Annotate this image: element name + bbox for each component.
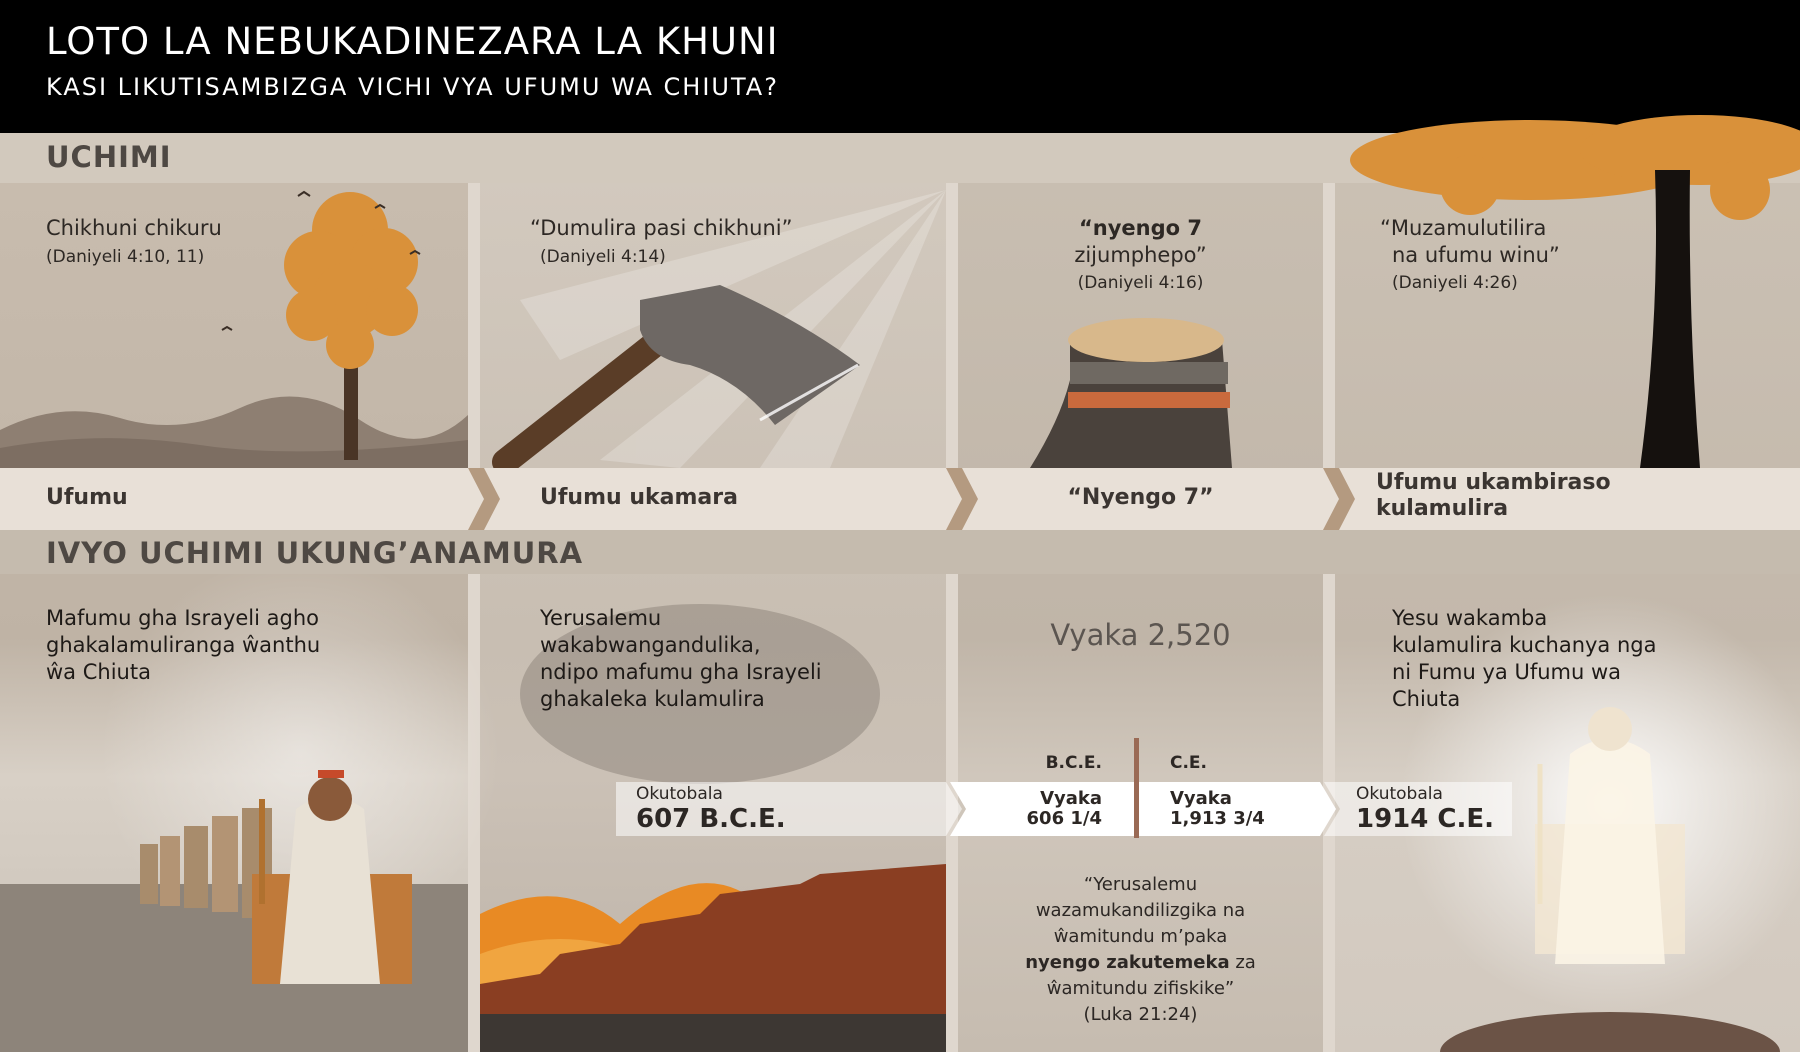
timeline-start-year: 607 B.C.E.	[636, 804, 786, 834]
meaning-caption-3	[1392, 605, 1656, 713]
page-subtitle: KASI LIKUTISAMBIZGA VICHI VYA UFUMU WA CHIUTA?	[46, 73, 779, 101]
meaning-3-line1: Yesu wakamba	[1392, 606, 1548, 630]
stage-label-3: “Nyengo 7”	[1067, 485, 1214, 510]
dream-ref-1: (Daniyeli 4:10, 11)	[46, 247, 205, 267]
meaning-caption-2	[540, 605, 822, 713]
meaning-2-line4: ghakaleka kulamulira	[540, 687, 765, 711]
meaning-1-line3: ŵa Chiuta	[46, 660, 151, 684]
meaning-caption-1	[46, 605, 320, 686]
quote-ref: (Luka 21:24)	[1083, 1004, 1198, 1025]
stump-band-iron	[1070, 362, 1228, 384]
bce-ce-divider	[1134, 738, 1139, 838]
large-tree-trunk	[1640, 170, 1700, 468]
dream-caption-1: Chikhuni chikuru	[46, 216, 222, 240]
quote-line1: “Yerusalemu	[1083, 874, 1198, 895]
meaning-3-line3: ni Fumu ya Ufumu wa	[1392, 660, 1622, 684]
timeline-end-label: Okutobala	[1356, 784, 1443, 804]
meaning-2-line2: wakabwangandulika,	[540, 633, 761, 657]
quote-line4-bold: nyengo zakutemeka	[1025, 952, 1230, 973]
meaning-2-line1: Yerusalemu	[540, 606, 662, 630]
king-icon	[280, 797, 380, 985]
dream-caption-4-line1: “Muzamulutilira	[1380, 216, 1547, 240]
timeline-ce-years-label: Vyaka	[1170, 788, 1232, 809]
dream-caption-3	[958, 215, 1323, 293]
meaning-3-line2: kulamulira kuchanya nga	[1392, 633, 1657, 657]
timeline-start-label: Okutobala	[636, 784, 723, 804]
stage-label-2: Ufumu ukamara	[540, 485, 738, 510]
timeline-bce-years-label: Vyaka	[1040, 788, 1102, 809]
dream-ref-4: (Daniyeli 4:26)	[1392, 273, 1518, 293]
meaning-3-line4: Chiuta	[1392, 687, 1461, 711]
dream-caption-4	[1380, 215, 1560, 293]
tree-foliage-icon	[284, 192, 418, 369]
dream-ref-3: (Daniyeli 4:16)	[1077, 273, 1204, 293]
timeline-bce-years: 606 1/4	[1026, 808, 1102, 829]
stump-band-copper	[1068, 392, 1230, 408]
quote-line4	[958, 950, 1323, 976]
meaning-section-label: IVYO UCHIMI UKUNG’ANAMURA	[46, 536, 584, 570]
stage-label-1: Ufumu	[46, 485, 128, 510]
quote-line2: wazamukandilizgika na	[1035, 900, 1246, 921]
christ-king-icon	[1555, 739, 1665, 964]
meaning-1-line2: ghakalamuliranga ŵanthu	[46, 633, 321, 657]
timeline-end-year: 1914 C.E.	[1356, 804, 1495, 834]
timeline-ce-label: C.E.	[1170, 753, 1208, 773]
scripture-quote	[958, 872, 1323, 1028]
meaning-1-line1: Mafumu gha Israyeli agho	[46, 606, 319, 630]
dream-caption-2: “Dumulira pasi chikhuni”	[530, 216, 793, 240]
stage-label-4b: kulamulira	[1376, 496, 1509, 521]
quote-line4-rest: za	[1229, 952, 1256, 973]
large-tree-foliage-icon	[1350, 115, 1800, 220]
timeline-ce-years: 1,913 3/4	[1170, 808, 1265, 829]
dream-ref-2: (Daniyeli 4:14)	[540, 247, 666, 267]
page-title: LOTO LA NEBUKADINEZARA LA KHUNI	[46, 20, 779, 63]
dream-caption-4-line2: na ufumu winu”	[1392, 243, 1560, 267]
dream-section-label: UCHIMI	[46, 140, 172, 174]
timeline-bce-label: B.C.E.	[1045, 753, 1102, 773]
dream-caption-3-bold: “nyengo 7	[1078, 216, 1203, 240]
quote-line3: ŵamitundu m’paka	[1053, 926, 1228, 947]
stage-label-4a: Ufumu ukambiraso	[1376, 470, 1611, 495]
timeline-total-years: Vyaka 2,520	[1050, 618, 1231, 652]
meaning-2-line3: ndipo mafumu gha Israyeli	[540, 660, 822, 684]
quote-line5: ŵamitundu zifiskike”	[1046, 978, 1235, 999]
dream-caption-3-line: zijumphepo”	[1074, 243, 1207, 267]
